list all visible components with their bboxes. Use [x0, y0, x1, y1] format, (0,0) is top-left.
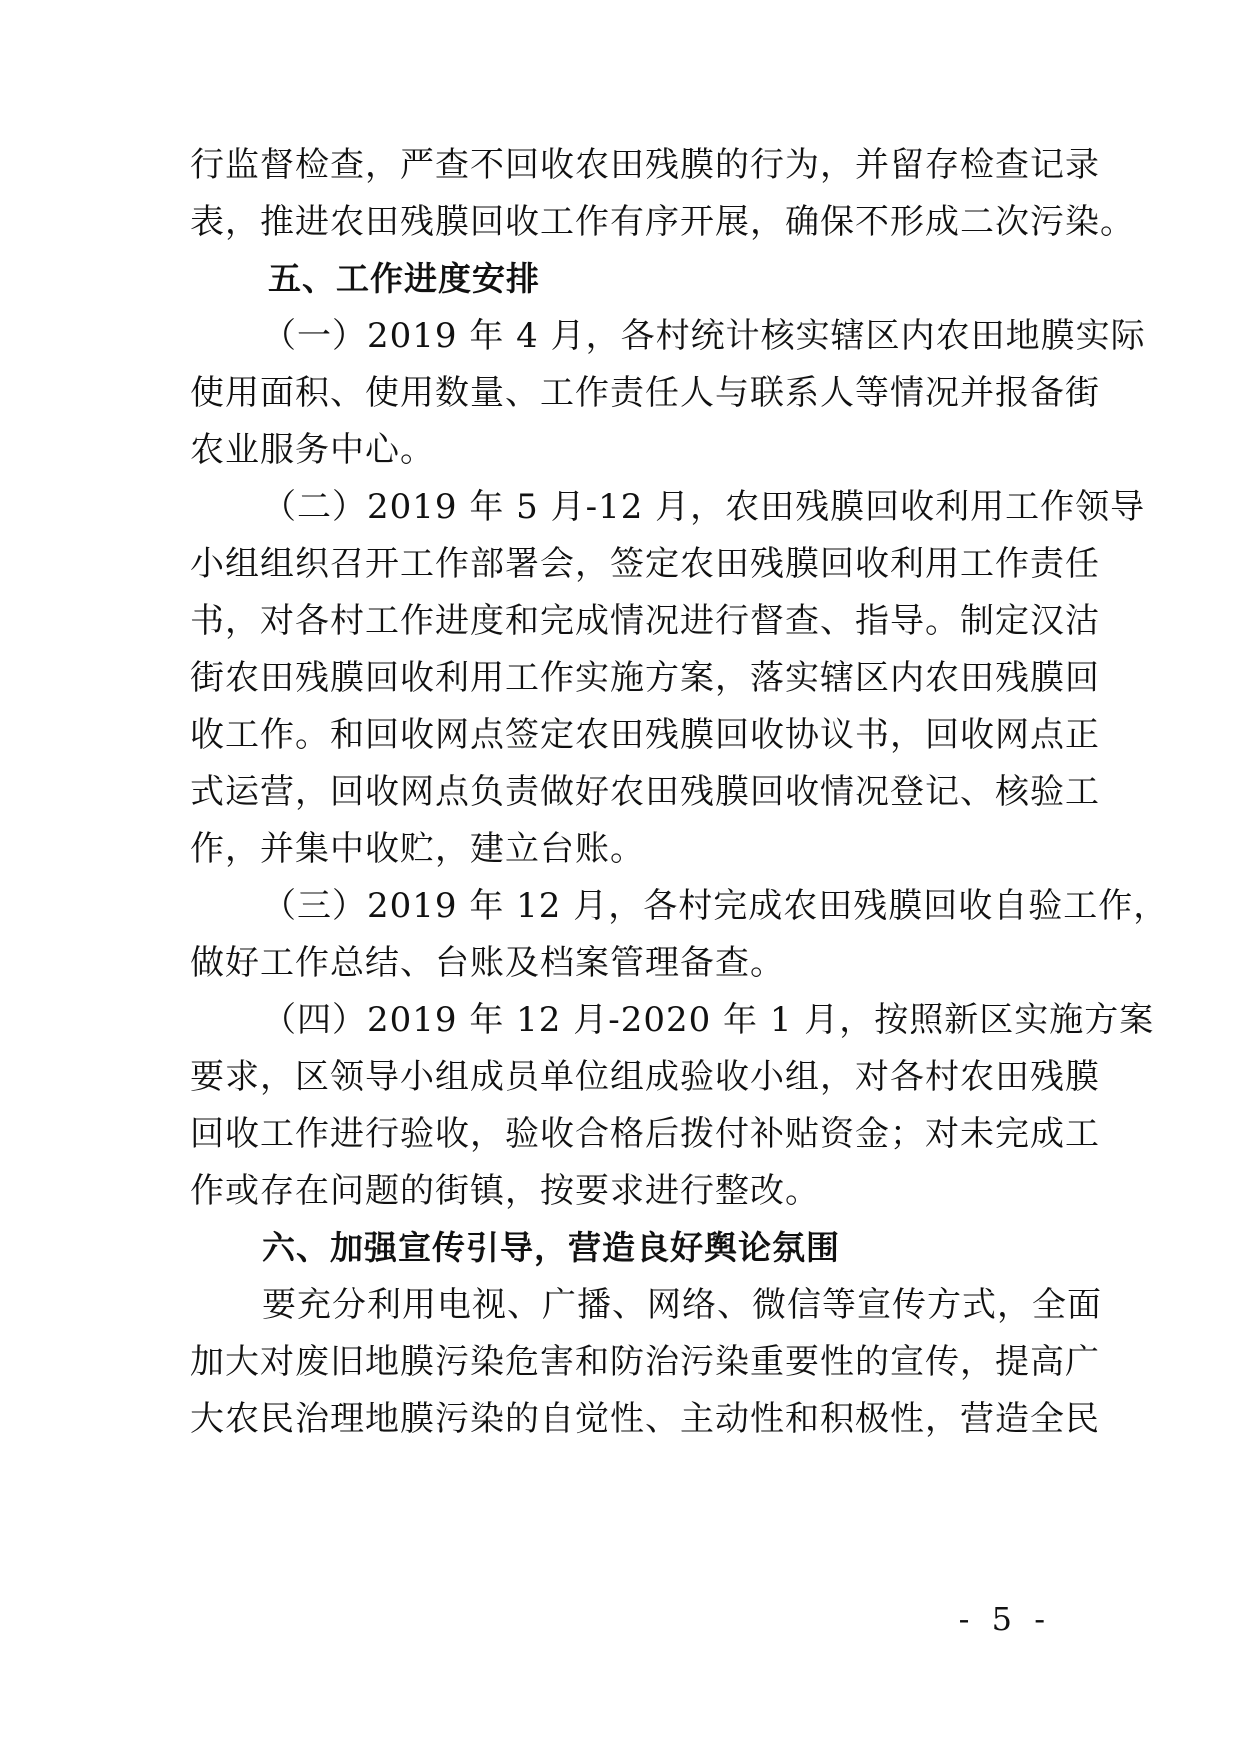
- body-text-line: 要求，区领导小组成员单位组成验收小组，对各村农田残膜: [190, 1057, 1100, 1097]
- body-text-line: 街农田残膜回收利用工作实施方案，落实辖区内农田残膜回: [190, 658, 1100, 698]
- body-text-line: 加大对废旧地膜污染危害和防治污染重要性的宣传，提高广: [190, 1342, 1100, 1382]
- body-text-line: 回收工作进行验收，验收合格后拨付补贴资金；对未完成工: [190, 1114, 1100, 1154]
- body-text-line: （四）2019 年 12 月-2020 年 1 月，按照新区实施方案: [262, 1000, 1155, 1040]
- page-number: - 5 -: [958, 1600, 1051, 1638]
- body-text-line: 作或存在问题的街镇，按要求进行整改。: [190, 1171, 820, 1211]
- body-text-line: 使用面积、使用数量、工作责任人与联系人等情况并报备街: [190, 373, 1100, 413]
- body-text-line: 式运营，回收网点负责做好农田残膜回收情况登记、核验工: [190, 772, 1100, 812]
- body-text-line: 表，推进农田残膜回收工作有序开展，确保不形成二次污染。: [190, 202, 1135, 242]
- body-text-line: 作，并集中收贮，建立台账。: [190, 829, 645, 869]
- section-heading-5: 五、工作进度安排: [268, 259, 540, 298]
- body-text-line: 收工作。和回收网点签定农田残膜回收协议书，回收网点正: [190, 715, 1100, 755]
- body-text-line: 书，对各村工作进度和完成情况进行督查、指导。制定汉沽: [190, 601, 1100, 641]
- body-text-line: （二）2019 年 5 月-12 月，农田残膜回收利用工作领导: [262, 487, 1146, 527]
- body-text-line: （一）2019 年 4 月，各村统计核实辖区内农田地膜实际: [262, 316, 1146, 356]
- body-text-line: （三）2019 年 12 月，各村完成农田残膜回收自验工作，: [262, 886, 1169, 926]
- body-text-line: 要充分利用电视、广播、网络、微信等宣传方式，全面: [262, 1285, 1102, 1325]
- body-text-line: 做好工作总结、台账及档案管理备查。: [190, 943, 785, 983]
- section-heading-6: 六、加强宣传引导，营造良好舆论氛围: [262, 1228, 840, 1267]
- body-text-line: 农业服务中心。: [190, 430, 435, 470]
- body-text-line: 大农民治理地膜污染的自觉性、主动性和积极性，营造全民: [190, 1399, 1100, 1439]
- body-text-line: 行监督检查，严查不回收农田残膜的行为，并留存检查记录: [190, 145, 1100, 185]
- body-text-line: 小组组织召开工作部署会，签定农田残膜回收利用工作责任: [190, 544, 1100, 584]
